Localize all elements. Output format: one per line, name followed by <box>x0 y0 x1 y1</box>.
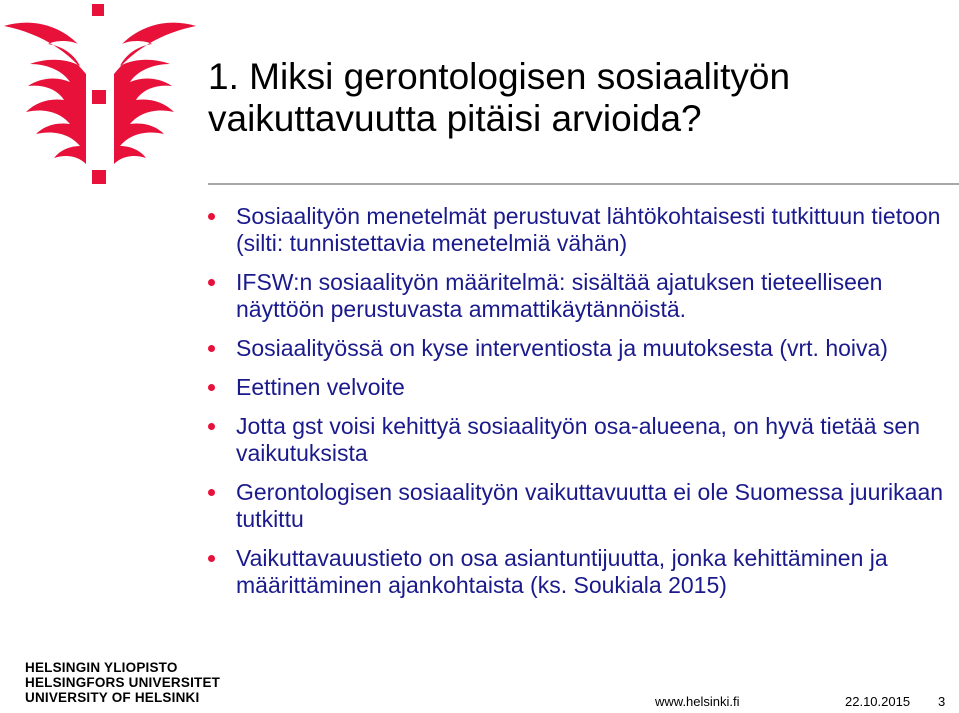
bullet-dot-icon <box>208 423 215 430</box>
bullet-text: Gerontologisen sosiaalityön vaikuttavuutta ei ole Suomessa juurikaan tutkittu <box>236 479 944 532</box>
bullet-item <box>206 335 951 362</box>
bullet-text: Jotta gst voisi kehittyä sosiaalityön osa-alueena, on hyvä tietää sen vaikutuksista <box>236 413 921 466</box>
title-divider <box>208 183 959 185</box>
bullet-item <box>206 413 951 467</box>
helsinki-flame-logo-icon <box>0 0 200 200</box>
bullet-text: Sosiaalityössä on kyse interventiosta ja muutoksesta (vrt. hoiva) <box>236 335 888 361</box>
bullet-item <box>206 479 951 533</box>
bullet-item <box>206 269 951 323</box>
title-line-1: 1. Miksi gerontologisen sosiaalityön <box>208 56 791 97</box>
bullet-item <box>206 203 951 257</box>
university-name-en: UNIVERSITY OF HELSINKI <box>25 690 200 705</box>
footer-url: www.helsinki.fi <box>655 694 740 709</box>
bullet-dot-icon <box>208 555 215 562</box>
university-name-fi: HELSINGIN YLIOPISTO <box>25 660 178 675</box>
bullet-list <box>206 203 951 611</box>
bullet-dot-icon <box>208 279 215 286</box>
bullet-text: Eettinen velvoite <box>236 374 405 400</box>
page-title <box>208 56 948 140</box>
footer-date: 22.10.2015 <box>845 694 911 709</box>
university-name-sv: HELSINGFORS UNIVERSITET <box>25 675 221 690</box>
bullet-dot-icon <box>208 345 215 352</box>
bullet-dot-icon <box>208 489 215 496</box>
bullet-text: Vaikuttavauustieto on osa asiantuntijuutta, jonka kehittäminen ja määrittäminen ajankohtaista (ks. Soukiala 2015) <box>236 545 888 598</box>
title-line-2: vaikuttavuutta pitäisi arvioida? <box>208 98 702 139</box>
bullet-item <box>206 374 951 401</box>
footer-page-number: 3 <box>938 694 946 709</box>
bullet-text: Sosiaalityön menetelmät perustuvat lähtökohtaisesti tutkittuun tietoon (silti: tunnistettavia menetelmiä vähän) <box>236 203 941 256</box>
bullet-item <box>206 545 951 599</box>
university-wordmark <box>25 660 220 705</box>
bullet-dot-icon <box>208 384 215 391</box>
bullet-text: IFSW:n sosiaalityön määritelmä: sisältää ajatuksen tieteelliseen näyttöön perustuvasta ammattikäytännöistä. <box>236 269 883 322</box>
bullet-dot-icon <box>208 213 215 220</box>
